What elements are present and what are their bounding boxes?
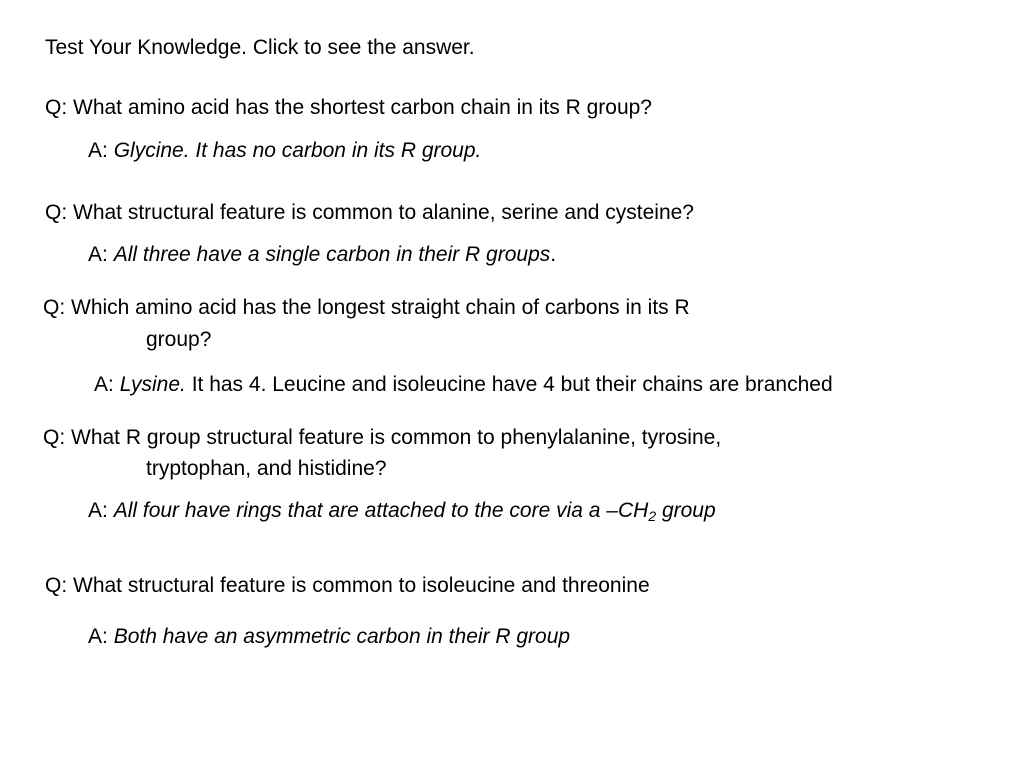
question-4: Q: What R group structural feature is common to phenylalanine, tyrosine, [43,426,722,449]
answer-text: All three have a single carbon in their R groups [113,243,551,266]
answer-prefix: A: [88,243,114,266]
page-title: Test Your Knowledge. Click to see the answer. [45,36,475,59]
answer-prefix: A: [88,499,114,522]
answer-4[interactable] [88,499,716,523]
question-3-continuation: group? [146,328,212,351]
answer-text-plain: It has 4. Leucine and isoleucine have 4 but their chains are branched [185,373,833,396]
answer-5[interactable] [88,625,570,649]
answer-text: All four have rings that are attached to the core via a –CH [113,499,649,522]
question-1: Q: What amino acid has the shortest carbon chain in its R group? [45,96,652,119]
answer-text: Lysine. [119,373,186,396]
answer-prefix: A: [88,625,114,648]
answer-3[interactable] [94,373,833,397]
question-4-continuation: tryptophan, and histidine? [146,457,387,480]
answer-text-after: group [656,499,716,522]
answer-text-plain: . [550,243,557,266]
answer-text: Both have an asymmetric carbon in their R group [113,625,571,648]
question-2: Q: What structural feature is common to alanine, serine and cysteine? [45,201,694,224]
question-3: Q: Which amino acid has the longest straight chain of carbons in its R [43,296,690,319]
question-5: Q: What structural feature is common to isoleucine and threonine [45,574,650,597]
answer-text: Glycine. It has no carbon in its R group. [113,139,482,162]
answer-subscript: 2 [648,508,657,524]
answer-prefix: A: [94,373,120,396]
answer-2[interactable] [88,243,556,267]
answer-prefix: A: [88,139,114,162]
answer-1[interactable] [88,139,481,163]
